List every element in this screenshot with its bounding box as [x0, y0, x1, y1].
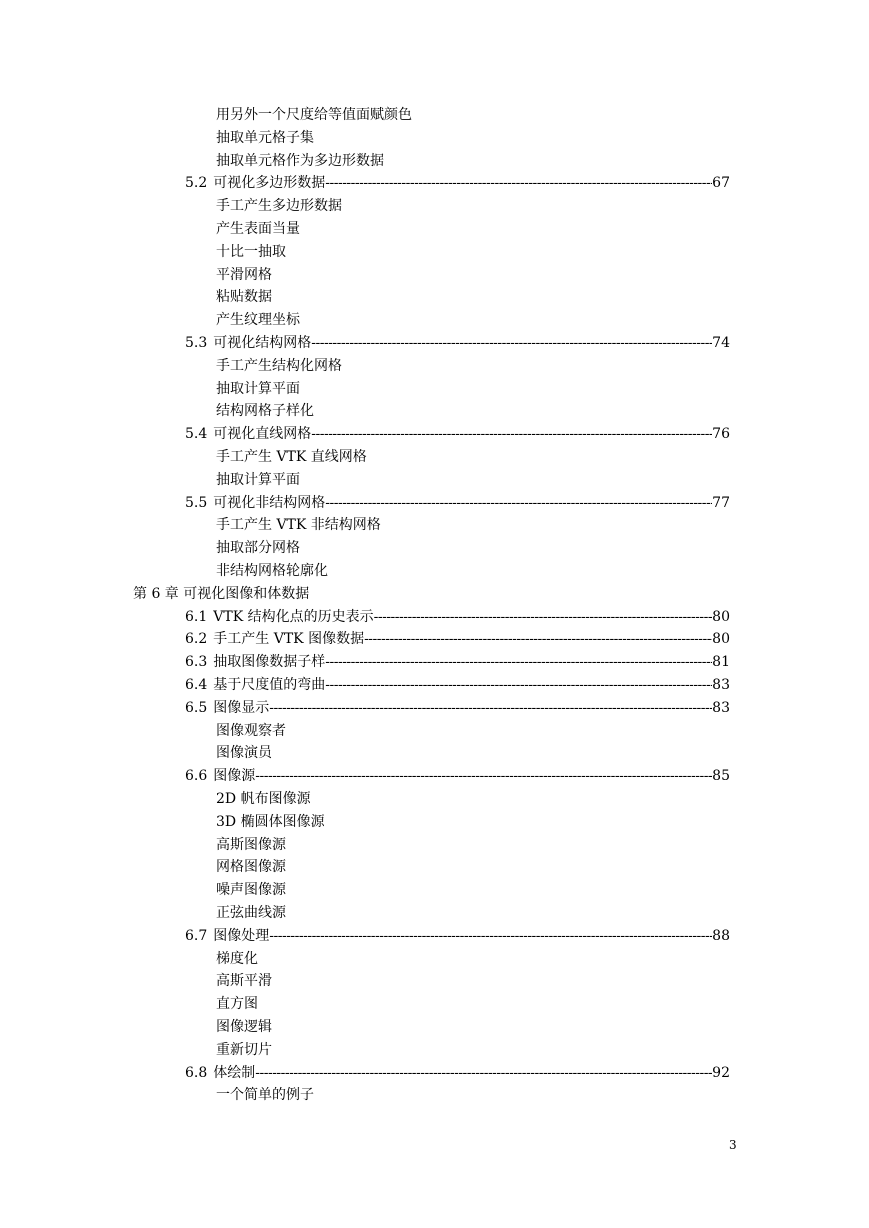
toc-subsection-item: 一个简单的例子: [216, 1087, 314, 1104]
toc-subsection-item: 抽取单元格子集: [216, 129, 314, 146]
leader-dashes: [374, 606, 713, 628]
leader-dashes: [325, 492, 712, 514]
section-number: 6.1: [185, 608, 208, 625]
section-title: 可视化直线网格: [213, 426, 312, 443]
section-number: 6.5: [185, 699, 208, 716]
section-number: 6.3: [185, 654, 208, 671]
toc-subsection-item: 用另外一个尺度给等值面赋颜色: [216, 107, 412, 123]
toc-subsection-item: 抽取单元格作为多边形数据: [216, 152, 384, 169]
section-number: 6.7: [185, 927, 208, 944]
section-page-number: 83: [712, 677, 730, 693]
page-number: 3: [729, 1138, 737, 1152]
section-title: 可视化多边形数据: [213, 175, 326, 192]
toc-subsection-item: 手工产生结构化网格: [216, 357, 342, 374]
toc-subsection-item: 粘贴数据: [216, 289, 272, 306]
leader-dashes: [311, 332, 712, 354]
section-title: 图像源: [213, 768, 256, 785]
section-title: 可视化非结构网格: [213, 494, 326, 511]
toc-subsection-item: 重新切片: [216, 1041, 272, 1058]
leader-dashes: [269, 925, 712, 947]
section-page-number: 88: [712, 927, 730, 944]
section-number: 6.8: [185, 1064, 208, 1081]
toc-subsection-item: 十比一抽取: [216, 243, 286, 260]
section-page-number: 67: [712, 175, 730, 192]
toc-subsection-item: 图像逻辑: [216, 1019, 272, 1035]
toc-section-entry: [185, 925, 730, 947]
toc-subsection-item: 抽取部分网格: [216, 540, 300, 557]
section-page-number: 80: [712, 631, 730, 648]
section-page-number: 80: [712, 608, 730, 625]
leader-dashes: [269, 697, 712, 719]
toc-subsection-item: 手工产生 VTK 非结构网格: [216, 517, 381, 534]
section-number: 5.3: [185, 335, 208, 351]
toc-subsection-item: 2D 帆布图像源: [216, 791, 311, 807]
section-page-number: 85: [712, 768, 730, 785]
leader-dashes: [325, 172, 712, 194]
toc-section-entry: [185, 651, 730, 673]
section-number: 5.2: [185, 175, 208, 192]
section-title: 基于尺度值的弯曲: [213, 677, 326, 693]
section-title: 可视化结构网格: [213, 335, 312, 351]
section-page-number: 83: [712, 699, 730, 716]
toc-section-entry: [185, 628, 730, 650]
toc-subsection-item: 结构网格子样化: [216, 403, 314, 420]
section-page-number: 77: [712, 494, 730, 511]
toc-section-entry: [185, 172, 730, 194]
section-page-number: 76: [712, 426, 730, 443]
toc-subsection-item: 非结构网格轮廓化: [216, 563, 328, 579]
toc-subsection-item: 手工产生多边形数据: [216, 198, 342, 215]
leader-dashes: [311, 423, 712, 445]
toc-subsection-item: 平滑网格: [216, 266, 272, 283]
leader-dashes: [325, 651, 712, 673]
section-number: 6.2: [185, 631, 208, 648]
toc-subsection-item: 产生表面当量: [216, 221, 300, 237]
toc-subsection-item: 高斯平滑: [216, 973, 272, 990]
section-number: 6.6: [185, 768, 208, 785]
toc-subsection-item: 图像演员: [216, 745, 272, 762]
toc-section-entry: [185, 606, 730, 628]
toc-subsection-item: 图像观察者: [216, 722, 286, 739]
section-number: 5.5: [185, 494, 208, 511]
section-page-number: 74: [712, 335, 730, 351]
toc-subsection-item: 手工产生 VTK 直线网格: [216, 449, 367, 465]
toc-section-entry: [185, 492, 730, 514]
section-title: 体绘制: [213, 1064, 256, 1081]
section-title: 抽取图像数据子样: [213, 654, 326, 671]
toc-section-entry: [185, 332, 730, 354]
toc-subsection-item: 抽取计算平面: [216, 471, 300, 488]
toc-subsection-item: 直方图: [216, 996, 258, 1013]
toc-section-entry: [185, 697, 730, 719]
section-title: 手工产生 VTK 图像数据: [213, 631, 365, 648]
toc-section-entry: [185, 1062, 730, 1084]
toc-subsection-item: 噪声图像源: [216, 882, 286, 899]
toc-subsection-item: 3D 椭圆体图像源: [216, 813, 325, 830]
toc-section-entry: [185, 765, 730, 787]
toc-chapter-heading: 第 6 章 可视化图像和体数据: [133, 585, 310, 602]
section-title: 图像处理: [213, 927, 270, 944]
leader-dashes: [325, 674, 712, 696]
section-page-number: 81: [712, 654, 730, 671]
leader-dashes: [364, 628, 712, 650]
toc-subsection-item: 产生纹理坐标: [216, 312, 300, 329]
leader-dashes: [255, 765, 712, 787]
section-title: VTK 结构化点的历史表示: [213, 608, 374, 625]
toc-subsection-item: 抽取计算平面: [216, 380, 300, 397]
section-number: 5.4: [185, 426, 208, 443]
toc-subsection-item: 高斯图像源: [216, 836, 286, 853]
toc-subsection-item: 正弦曲线源: [216, 905, 286, 921]
toc-subsection-item: 网格图像源: [216, 859, 286, 876]
toc-subsection-item: 梯度化: [216, 950, 258, 967]
section-number: 6.4: [185, 677, 208, 693]
toc-section-entry: [185, 674, 730, 696]
toc-section-entry: [185, 423, 730, 445]
section-page-number: 92: [712, 1064, 730, 1081]
section-title: 图像显示: [213, 699, 270, 716]
leader-dashes: [255, 1062, 712, 1084]
